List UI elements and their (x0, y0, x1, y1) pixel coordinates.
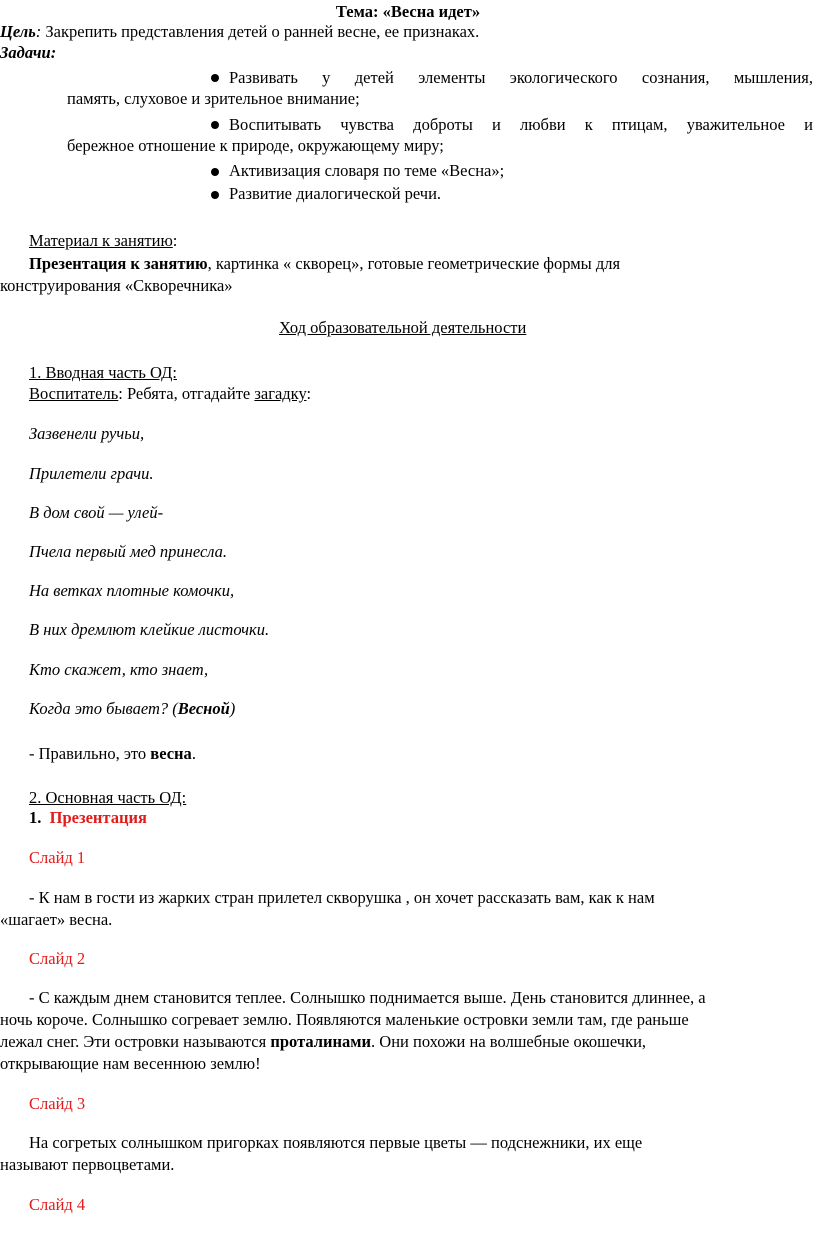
speaker-label: Воспитатель (29, 384, 119, 403)
riddle-question: Когда это бывает? ( (29, 699, 178, 718)
material-heading (29, 231, 177, 251)
teacher-line (29, 384, 311, 404)
section-heading: Ход образовательной деятельности (279, 318, 527, 337)
goal-label: Цель (0, 22, 36, 41)
task-item-1-line1: Развивать у детей элементы экологического сознания, мышления, (229, 68, 813, 87)
riddle-line-3: В дом свой — улей- (29, 503, 164, 522)
riddle-close: ) (229, 699, 236, 718)
task-item-1-line2: память, слуховое и зрительное внимание; (67, 89, 360, 108)
slide-1-text-line1: - К нам в гости из жарких стран прилетел скворушка , он хочет рассказать вам, как к нам (29, 888, 655, 907)
bullet-icon (211, 168, 219, 176)
presentation-heading (29, 808, 147, 828)
goal-text: Закрепить представления детей о ранней весне, ее признаках. (41, 22, 480, 41)
material-line1 (29, 254, 620, 274)
task-item-2-line2: бережное отношение к природе, окружающему миру; (67, 136, 444, 155)
presentation-label: Презентация (49, 808, 147, 827)
riddle-line-2: Прилетели грачи. (29, 464, 154, 483)
slide-2-text-line3 (0, 1032, 646, 1052)
confirm-line (29, 744, 196, 764)
teacher-speech-end: : (306, 384, 312, 403)
main-heading: 2. Основная часть ОД: (29, 788, 187, 807)
material-label: Материал к занятию (29, 231, 173, 250)
slide-1-label: Слайд 1 (29, 848, 86, 867)
slide-3-label: Слайд 3 (29, 1094, 86, 1113)
slide-2-text-line2: ночь короче. Солнышко согревает землю. Появляются маленькие островки земли там, где раньше (0, 1010, 689, 1029)
slide-2-label: Слайд 2 (29, 949, 86, 968)
slide-2-text-line4: открывающие нам весеннюю землю! (0, 1054, 261, 1073)
riddle-line-4: Пчела первый мед принесла. (29, 542, 228, 561)
slide-2-text-c: . Они похожи на волшебные окошечки, (371, 1032, 647, 1051)
riddle-line-8 (29, 699, 235, 719)
bullet-icon (211, 121, 219, 129)
intro-heading: 1. Вводная часть ОД: (29, 363, 177, 382)
goal-colon: : (35, 22, 42, 41)
bullet-icon (211, 74, 219, 82)
slide-2-text-a: лежал снег. Эти островки называются (0, 1032, 271, 1051)
task-item-3: Активизация словаря по теме «Весна»; (229, 161, 505, 180)
slide-2-text-line1: - С каждым днем становится теплее. Солнышко поднимается выше. День становится длиннее, а (29, 988, 706, 1007)
bullet-icon (211, 191, 219, 199)
material-rest: , картинка « скворец», готовые геометрические формы для (207, 254, 621, 273)
riddle-line-6: В них дремлют клейкие листочки. (29, 620, 270, 639)
material-line2: конструирования «Скворечника» (0, 276, 233, 295)
riddle-line-1: Зазвенели ручьи, (29, 424, 145, 443)
riddle-line-5: На ветках плотные комочки, (29, 581, 235, 600)
tasks-label: Задачи: (0, 43, 57, 62)
riddle-link: загадку (254, 384, 307, 403)
riddle-line-7: Кто скажет, кто знает, (29, 660, 209, 679)
slide-3-text-line1: На согретых солнышком пригорках появляются первые цветы — подснежники, их еще (29, 1133, 643, 1152)
slide-4-label: Слайд 4 (29, 1195, 86, 1214)
slide-3-text-line2: называют первоцветами. (0, 1155, 175, 1174)
material-colon: : (172, 231, 178, 250)
confirm-end: . (191, 744, 196, 763)
slide-1-text-line2: «шагает» весна. (0, 910, 113, 929)
task-item-2-line1: Воспитывать чувства доброты и любви к птицам, уважительное и (229, 115, 813, 134)
presentation-number: 1. (29, 808, 42, 827)
material-presentation: Презентация к занятию (29, 254, 208, 273)
confirm-text: - Правильно, это (29, 744, 151, 763)
goal-line (0, 22, 479, 42)
riddle-answer: Весной (177, 699, 230, 718)
slide-2-text-bold: проталинами (270, 1032, 372, 1051)
page-title: Тема: «Весна идет» (335, 2, 481, 21)
teacher-speech: : Ребята, отгадайте (118, 384, 255, 403)
confirm-word: весна (150, 744, 192, 763)
task-item-4: Развитие диалогической речи. (229, 184, 442, 203)
